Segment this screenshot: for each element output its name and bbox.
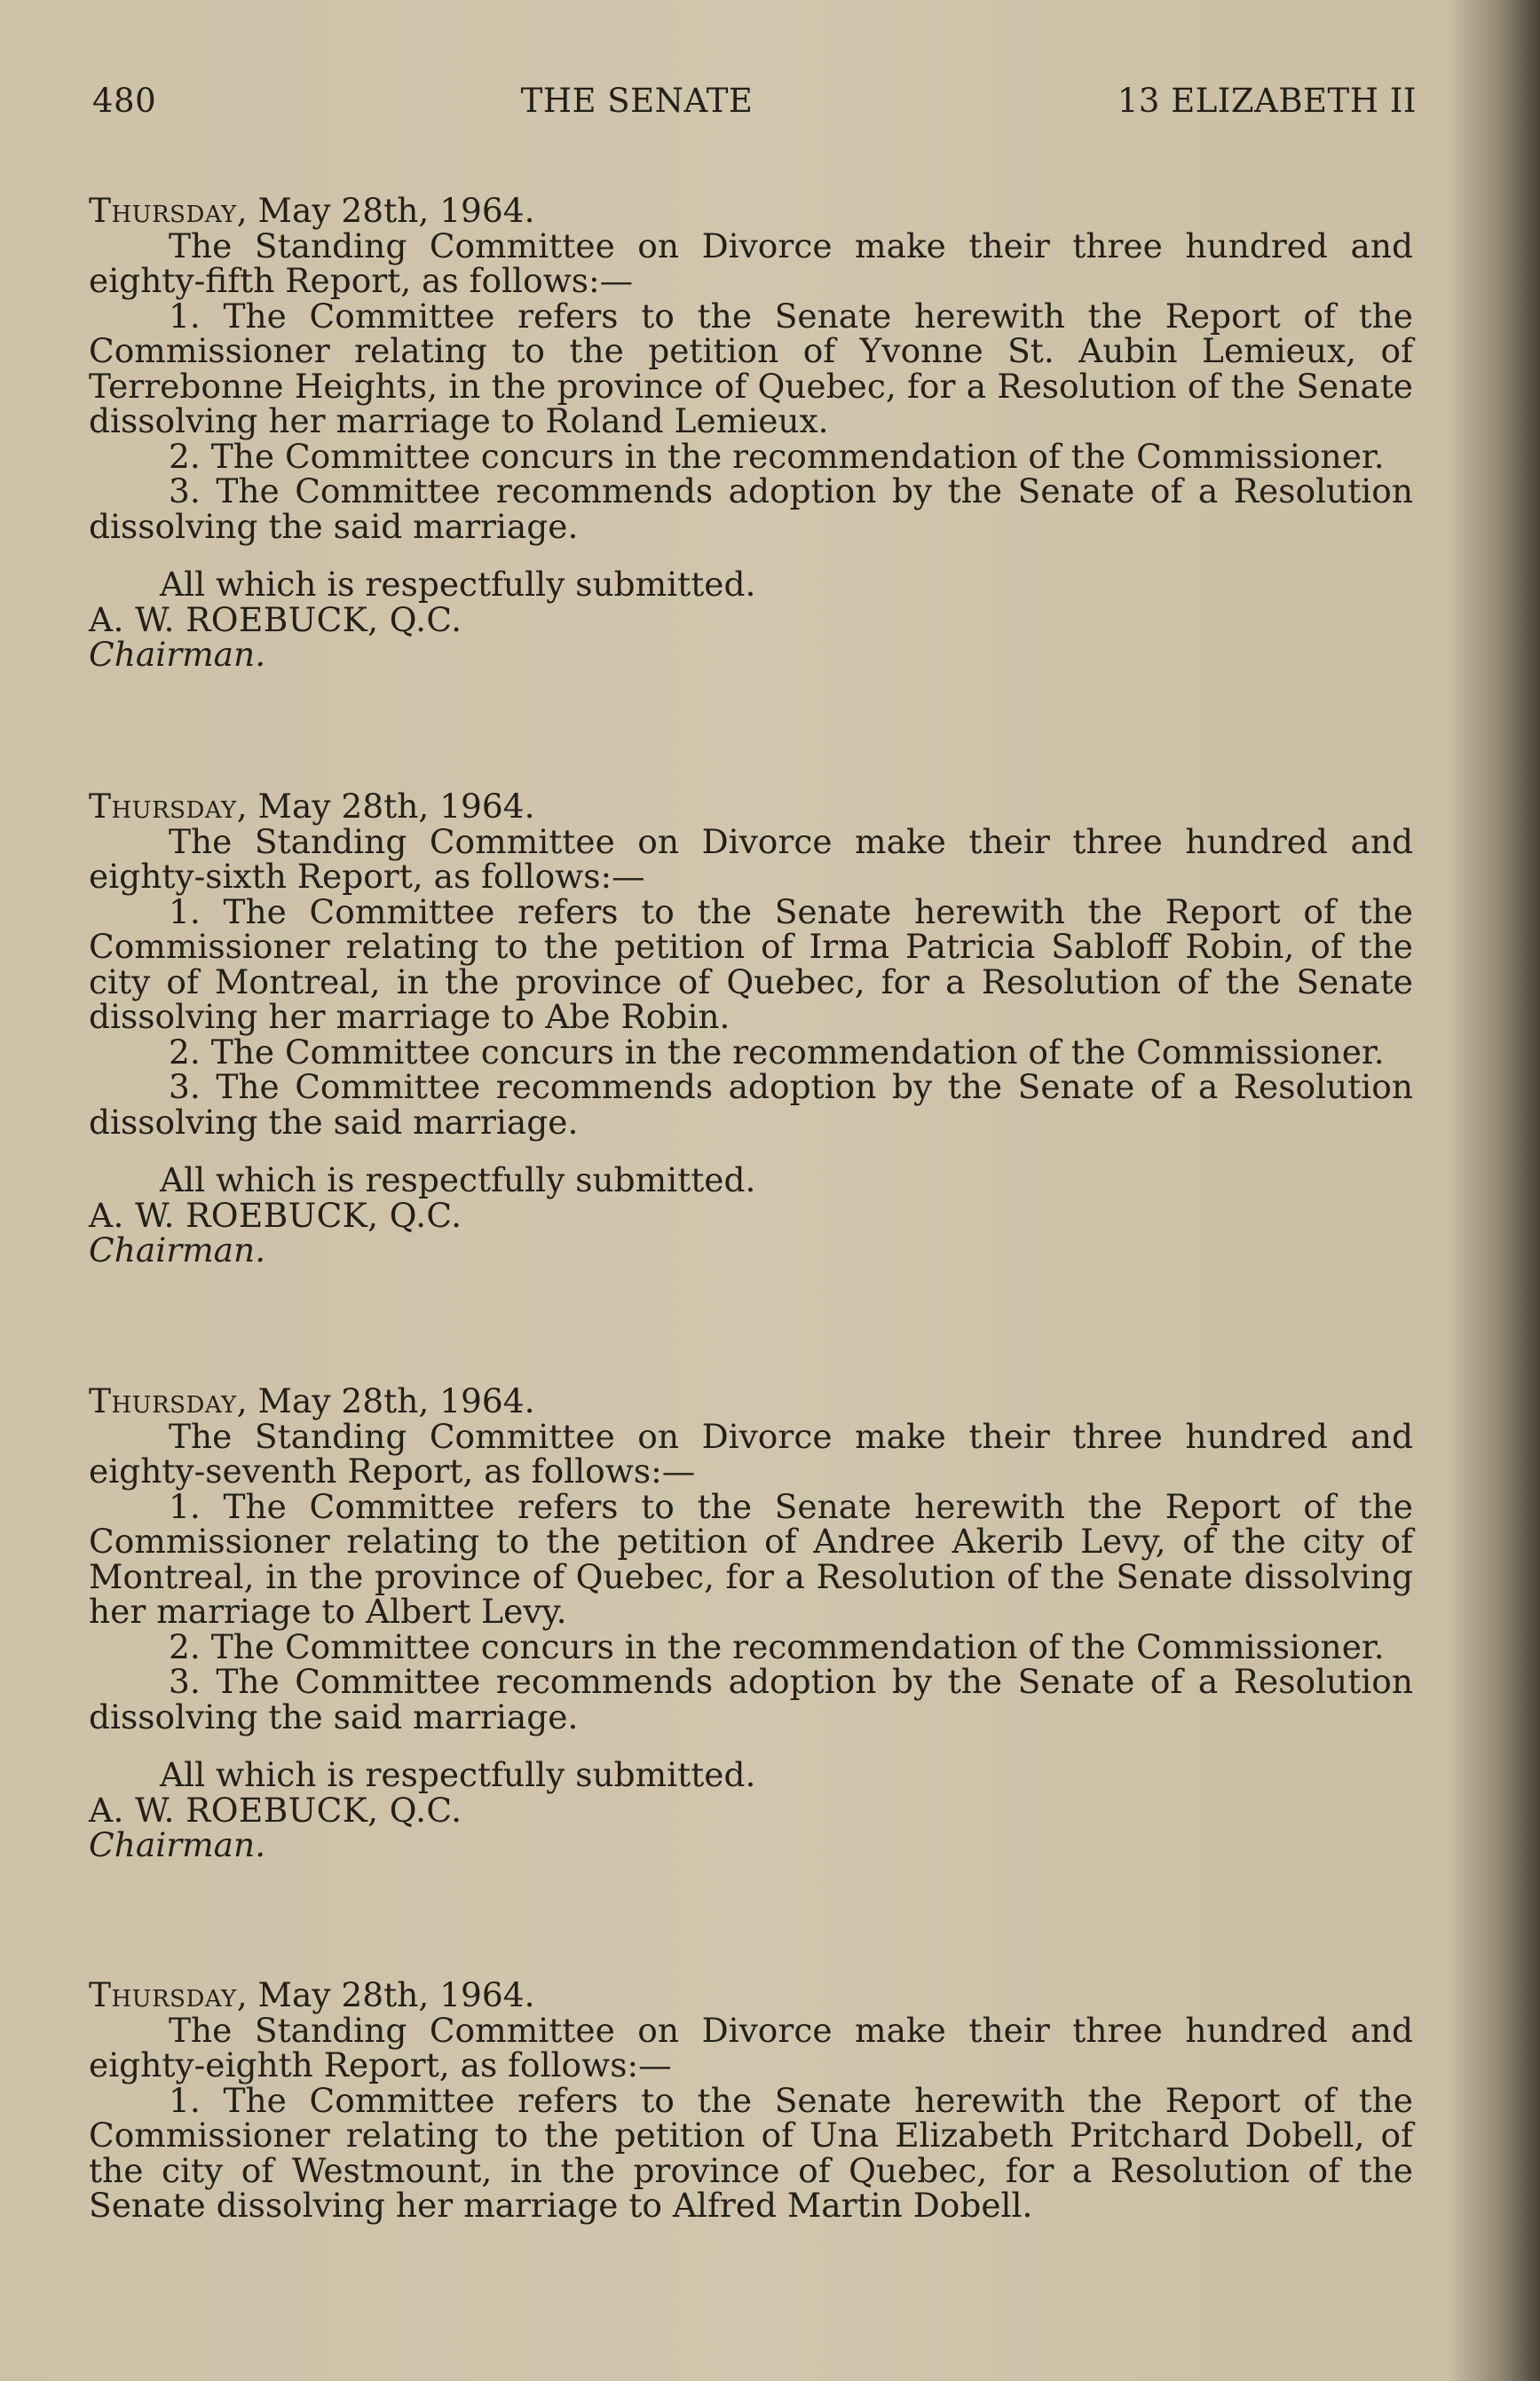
- report-item-2: 2. The Committee concurs in the recommendation of the Commissioner.: [169, 436, 1385, 476]
- report-signatory-title: Chairman.: [89, 1825, 266, 1864]
- report-dateline: [89, 1975, 1413, 2014]
- report-date: , May 28th, 1964.: [236, 1381, 535, 1420]
- report-signatory-title: Chairman.: [89, 635, 266, 674]
- report-intro: The Standing Committee on Divorce make their three hundred and eighty-sixth Report, as follows:—: [89, 821, 1413, 896]
- committee-report: [89, 1381, 1413, 1864]
- committee-report: [89, 789, 1413, 1269]
- report-weekday: Thursday: [89, 1975, 237, 2014]
- report-item-1: 1. The Committee refers to the Senate herewith the Report of the Commissioner relating to the petition of Irma Patricia Sabloff Robin, of the city of Montreal, in the province of Quebec, for a Resolution of the Senate dissolving her marriage to Abe Robin.: [89, 891, 1413, 1036]
- running-head: [92, 82, 1417, 120]
- report-item-2: 2. The Committee concurs in the recommendation of the Commissioner.: [169, 1626, 1385, 1666]
- report-date: , May 28th, 1964.: [236, 787, 535, 826]
- report-item-1: 1. The Committee refers to the Senate herewith the Report of the Commissioner relating to the petition of Una Elizabeth Pritchard Dobell, of the city of Westmount, in the province of Quebec, for a Resolution of the Senate dissolving her marriage to Alfred Martin Dobell.: [89, 2080, 1413, 2225]
- report-date: , May 28th, 1964.: [236, 1975, 535, 2014]
- report-dateline: [89, 1381, 1413, 1420]
- report-closing: All which is respectfully submitted.: [160, 1160, 756, 1199]
- report-item-2: 2. The Committee concurs in the recommendation of the Commissioner.: [169, 1032, 1385, 1072]
- report-signatory: A. W. ROEBUCK, Q.C.: [89, 1790, 462, 1830]
- report-intro: The Standing Committee on Divorce make their three hundred and eighty-eighth Report, as follows:—: [89, 2010, 1413, 2084]
- report-weekday: Thursday: [89, 787, 237, 826]
- report-signatory-title: Chairman.: [89, 1230, 266, 1270]
- committee-report: [89, 1975, 1413, 2225]
- report-closing: All which is respectfully submitted.: [160, 565, 756, 604]
- report-weekday: Thursday: [89, 1381, 237, 1420]
- report-item-3: 3. The Committee recommends adoption by the Senate of a Resolution dissolving the said marriage.: [89, 1662, 1413, 1736]
- report-weekday: Thursday: [89, 191, 237, 230]
- committee-report: [89, 191, 1413, 674]
- report-signatory: A. W. ROEBUCK, Q.C.: [89, 599, 462, 639]
- report-dateline: [89, 191, 1413, 230]
- report-intro: The Standing Committee on Divorce make their three hundred and eighty-fifth Report, as follows:—: [89, 225, 1413, 300]
- report-signatory: A. W. ROEBUCK, Q.C.: [89, 1195, 462, 1235]
- report-item-1: 1. The Committee refers to the Senate herewith the Report of the Commissioner relating to the petition of Andree Akerib Levy, of the city of Montreal, in the province of Quebec, for a Resolution of the Senate dissolving her marriage to Albert Levy.: [89, 1486, 1413, 1631]
- running-title: THE SENATE: [520, 82, 754, 120]
- report-item-1: 1. The Committee refers to the Senate herewith the Report of the Commissioner relating to the petition of Yvonne St. Aubin Lemieux, of Terrebonne Heights, in the province of Quebec, for a Resolution of the Senate dissolving her marriage to Roland Lemieux.: [89, 296, 1413, 440]
- report-item-3: 3. The Committee recommends adoption by the Senate of a Resolution dissolving the said marriage.: [89, 471, 1413, 546]
- report-intro: The Standing Committee on Divorce make their three hundred and eighty-seventh Report, as follows:—: [89, 1416, 1413, 1491]
- report-date: , May 28th, 1964.: [236, 191, 535, 230]
- report-item-3: 3. The Committee recommends adoption by the Senate of a Resolution dissolving the said marriage.: [89, 1067, 1413, 1142]
- page-number: 480: [92, 82, 157, 120]
- session-title: 13 ELIZABETH II: [1117, 82, 1417, 120]
- report-closing: All which is respectfully submitted.: [160, 1755, 756, 1794]
- report-dateline: [89, 789, 1413, 825]
